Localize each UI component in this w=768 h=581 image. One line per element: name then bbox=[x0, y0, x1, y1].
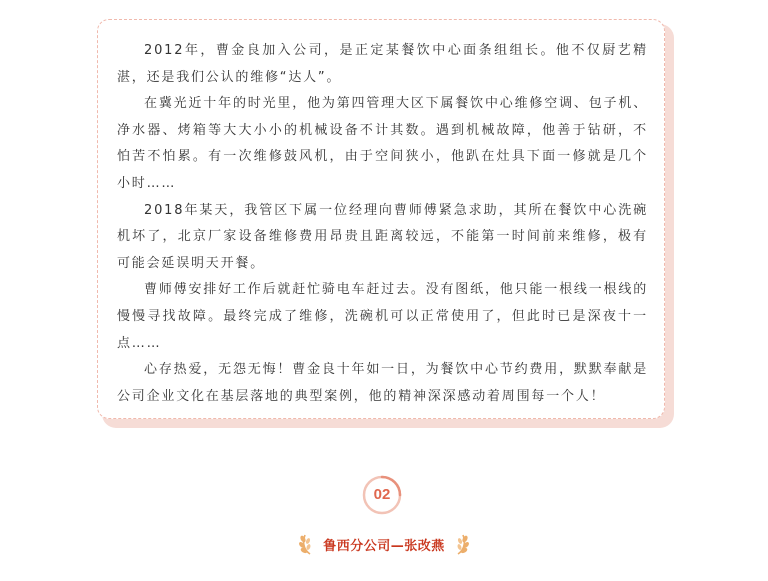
section-number-badge bbox=[361, 474, 403, 516]
story-card bbox=[97, 19, 665, 419]
laurel-right-icon bbox=[453, 532, 471, 556]
story-paragraph-3: 2018年某天，我管区下属一位经理向曹师傅紧急求助，其所在餐饮中心洗碗机坏了，北京厂家设备维修费用昂贵且距离较远，不能第一时间前来维修，极有可能会延误明天开餐。 bbox=[117, 202, 648, 271]
author-name: 鲁西分公司—张改燕 bbox=[323, 538, 445, 554]
story-paragraph-4: 曹师傅安排好工作后就赶忙骑电车赶过去。没有图纸，他只能一根线一根线的慢慢寻找故障。最终完成了维修，洗碗机可以正常使用了，但此时已是深夜十一点…… bbox=[117, 282, 648, 351]
section-number: 02 bbox=[373, 486, 391, 503]
author-byline bbox=[285, 531, 483, 557]
laurel-left-icon bbox=[297, 532, 315, 556]
story-paragraph-5: 心存热爱，无怨无悔！曹金良十年如一日，为餐饮中心节约费用，默默奉献是公司企业文化在基层落地的典型案例，他的精神深深感动着周围每一个人！ bbox=[117, 362, 648, 404]
story-paragraph-1: 2012年，曹金良加入公司，是正定某餐饮中心面条组组长。他不仅厨艺精湛，还是我们公认的维修“达人”。 bbox=[117, 43, 648, 85]
story-paragraph-2: 在冀光近十年的时光里，他为第四管理大区下属餐饮中心维修空调、包子机、净水器、烤箱等大大小小的机械设备不计其数。遇到机械故障，他善于钻研，不怕苦不怕累。有一次维修鼓风机，由于空间狭小，他趴在灶具下面一修就是几个小时…… bbox=[117, 96, 648, 191]
